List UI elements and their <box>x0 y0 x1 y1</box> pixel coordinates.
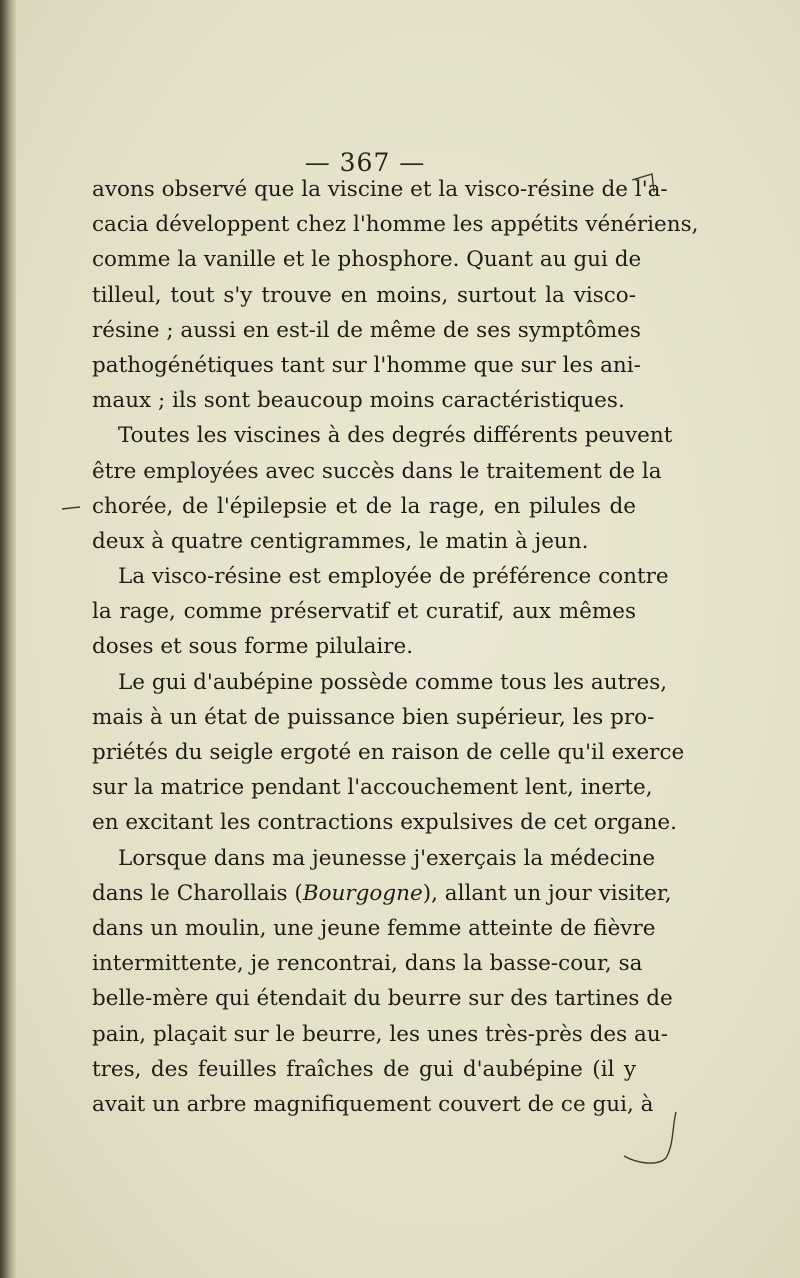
text-line: comme la vanille et le phosphore. Quant au gui de <box>92 247 642 273</box>
page-binding-edge <box>0 0 16 1278</box>
text-line: Toutes les viscines à des degrés différents peuvent <box>118 423 673 449</box>
italic-place-name: Bourgogne <box>302 880 423 906</box>
text-line: tilleul, tout s'y trouve en moins, surtout la visco- <box>92 282 636 308</box>
text-line: tres, des feuilles fraîches de gui d'aubépine (il y <box>92 1056 636 1082</box>
text-line <box>92 876 672 911</box>
pencil-mark-icon <box>618 1108 688 1170</box>
text-line: résine ; aussi en est-il de même de ses symptômes <box>92 317 641 343</box>
text-segment: dans le Charollais ( <box>92 880 303 906</box>
pencil-mark-icon <box>60 502 84 516</box>
text-line: la rage, comme préservatif et curatif, aux mêmes <box>92 599 636 625</box>
text-line: être employées avec succès dans le traitement de la <box>92 458 662 484</box>
text-line: intermittente, je rencontrai, dans la basse-cour, sa <box>92 951 643 977</box>
text-line: dans un moulin, une jeune femme atteinte de fièvre <box>92 915 656 941</box>
pencil-mark-icon <box>628 168 658 198</box>
text-line: pain, plaçait sur le beurre, les unes très-près des au- <box>92 1021 668 1047</box>
text-line: maux ; ils sont beaucoup moins caractéristiques. <box>92 388 625 414</box>
text-line: avait un arbre magnifiquement couvert de ce gui, à <box>92 1091 654 1117</box>
text-line: Le gui d'aubépine possède comme tous les autres, <box>118 669 668 695</box>
text-line: La visco-résine est employée de préférence contre <box>118 564 669 590</box>
body-text <box>92 172 699 1122</box>
text-segment: ), allant un jour visiter, <box>422 880 672 906</box>
text-line: belle-mère qui étendait du beurre sur des tartines de <box>92 986 673 1012</box>
page-number: — 367 — <box>304 148 426 177</box>
text-line: sur la matrice pendant l'accouchement lent, inerte, <box>92 775 653 801</box>
text-line: doses et sous forme pilulaire. <box>92 634 414 660</box>
text-line: chorée, de l'épilepsie et de la rage, en pilules de <box>92 493 636 519</box>
text-line: Lorsque dans ma jeunesse j'exerçais la médecine <box>118 845 656 871</box>
text-line: pathogénétiques tant sur l'homme que sur les ani- <box>92 352 641 378</box>
text-line: cacia développent chez l'homme les appétits vénériens, <box>92 212 699 238</box>
text-line: en excitant les contractions expulsives de cet organe. <box>92 810 677 836</box>
text-line: priétés du seigle ergoté en raison de celle qu'il exerce <box>92 740 685 765</box>
text-line: mais à un état de puissance bien supérieur, les pro- <box>92 704 655 730</box>
text-line: avons observé que la viscine et la visco-résine de l'a- <box>92 177 668 202</box>
text-line: deux à quatre centigrammes, le matin à jeun. <box>92 528 589 554</box>
